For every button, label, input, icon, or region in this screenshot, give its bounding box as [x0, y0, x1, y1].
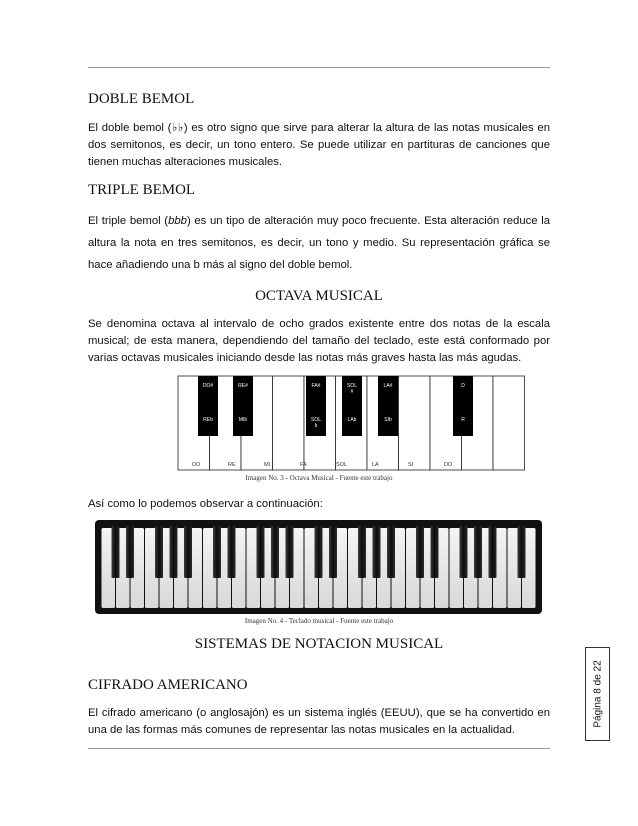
keyboard-black-key	[112, 526, 120, 578]
keyboard-black-key	[213, 526, 221, 578]
keyboard-black-key	[387, 526, 395, 578]
octave-white-key	[493, 376, 525, 470]
octave-black-flat-label: REb	[203, 417, 213, 423]
octave-white-label: RE	[228, 462, 236, 468]
footer-rule	[88, 748, 550, 749]
paragraph-triple-bemol	[88, 210, 550, 276]
octave-black-flat-label: b	[314, 423, 318, 429]
keyboard-black-key	[329, 526, 337, 578]
octave-white-key	[399, 376, 431, 470]
octave-black-sharp-label: SOL	[346, 383, 358, 389]
triple-bemol-symbol: bbb	[168, 215, 187, 227]
page-number: Página 8 de 22	[592, 660, 603, 728]
keyboard-black-key	[126, 526, 134, 578]
octave-white-label: DO	[192, 462, 201, 468]
keyboard-black-key	[416, 526, 424, 578]
octave-black-flat-label: LAb	[347, 417, 357, 423]
keyboard-black-key	[431, 526, 439, 578]
octave-diagram	[178, 376, 463, 470]
octave-black-flat-label: MIb	[238, 417, 248, 423]
octave-black-sharp-label: FA#	[311, 383, 321, 389]
keyboard-black-key	[358, 526, 366, 578]
paragraph-doble-bemol: El doble bemol (♭♭) es otro signo que sirve para alterar la altura de las notas musicales en dos semitonos, es decir, un tono entero. Se puede utilizar en partituras de canciones que tienen muchas alteraciones musicales.	[88, 122, 550, 168]
caption-octava: Imagen No. 3 - Octava Musical - Fuente este trabajo	[245, 474, 393, 482]
octave-white-label: FA	[300, 462, 307, 468]
keyboard-black-key	[373, 526, 381, 578]
octave-white-label: SOL	[336, 462, 348, 468]
octave-black-flat-label: SIb	[384, 417, 392, 423]
octave-white-key	[273, 376, 305, 470]
octave-black-sharp-label: RE#	[238, 383, 248, 389]
header-rule	[88, 67, 550, 68]
paragraph-octava: Se denomina octava al intervalo de ocho grados existente entre dos notas de la escala musical; de esta manera, dependiendo del tamaño del teclado, este está conformado por varias octavas musicales iniciando desde las notas más graves hasta las más agudas.	[88, 318, 550, 364]
heading-triple-bemol: TRIPLE BEMOL	[88, 182, 196, 198]
keyboard-black-key	[184, 526, 192, 578]
keyboard-black-key	[460, 526, 468, 578]
octave-black-sharp-label: D	[461, 383, 465, 389]
octave-white-label: SI	[408, 462, 414, 468]
octave-black-flat-label: SOL	[310, 417, 322, 423]
heading-octava-musical: OCTAVA MUSICAL	[255, 288, 383, 304]
octave-black-sharp-label: LA#	[383, 383, 393, 389]
octave-black-flat-label: R	[461, 417, 465, 423]
octave-white-label: MI	[264, 462, 271, 468]
paragraph-teclado-intro: Así como lo podemos observar a continuación:	[88, 498, 323, 510]
keyboard-black-key	[315, 526, 323, 578]
keyboard-black-key	[228, 526, 236, 578]
heading-doble-bemol: DOBLE BEMOL	[88, 91, 195, 107]
keyboard-black-key	[271, 526, 279, 578]
page-number-tab	[585, 647, 610, 741]
paragraph-cifrado: El cifrado americano (o anglosajón) es un sistema inglés (EEUU), que se ha convertido en una de las formas más comunes de representar las notas musicales en la actualidad.	[88, 707, 550, 736]
heading-sistemas-notacion: SISTEMAS DE NOTACION MUSICAL	[194, 636, 444, 652]
keyboard-black-keys	[112, 526, 526, 578]
keyboard-black-key	[170, 526, 178, 578]
keyboard-black-key	[155, 526, 163, 578]
keyboard-black-key	[286, 526, 294, 578]
octave-black-sharp-label: DO#	[202, 383, 214, 389]
octave-black-sharp-label: #	[350, 389, 354, 395]
heading-cifrado-americano: CIFRADO AMERICANO	[88, 677, 248, 693]
triple-bemol-text-pre: El triple bemol (	[88, 215, 169, 227]
keyboard-black-key	[489, 526, 497, 578]
caption-teclado: Imagen No. 4 - Teclado musical - Fuente este trabajo	[244, 617, 394, 625]
keyboard-black-key	[518, 526, 526, 578]
octave-white-label: LA	[372, 462, 379, 468]
keyboard-photo	[95, 520, 542, 614]
keyboard-black-key	[257, 526, 265, 578]
keyboard-black-key	[474, 526, 482, 578]
triple-bemol-text-post: ) es un tipo de alteración muy poco frecuente. Esta alteración reduce la altura la nota en tres semitonos, es decir, un tono y medio. Su representación gráfica se hace añadiendo una b más al signo del doble bemol.	[88, 215, 550, 271]
octave-white-label: DO	[444, 462, 453, 468]
